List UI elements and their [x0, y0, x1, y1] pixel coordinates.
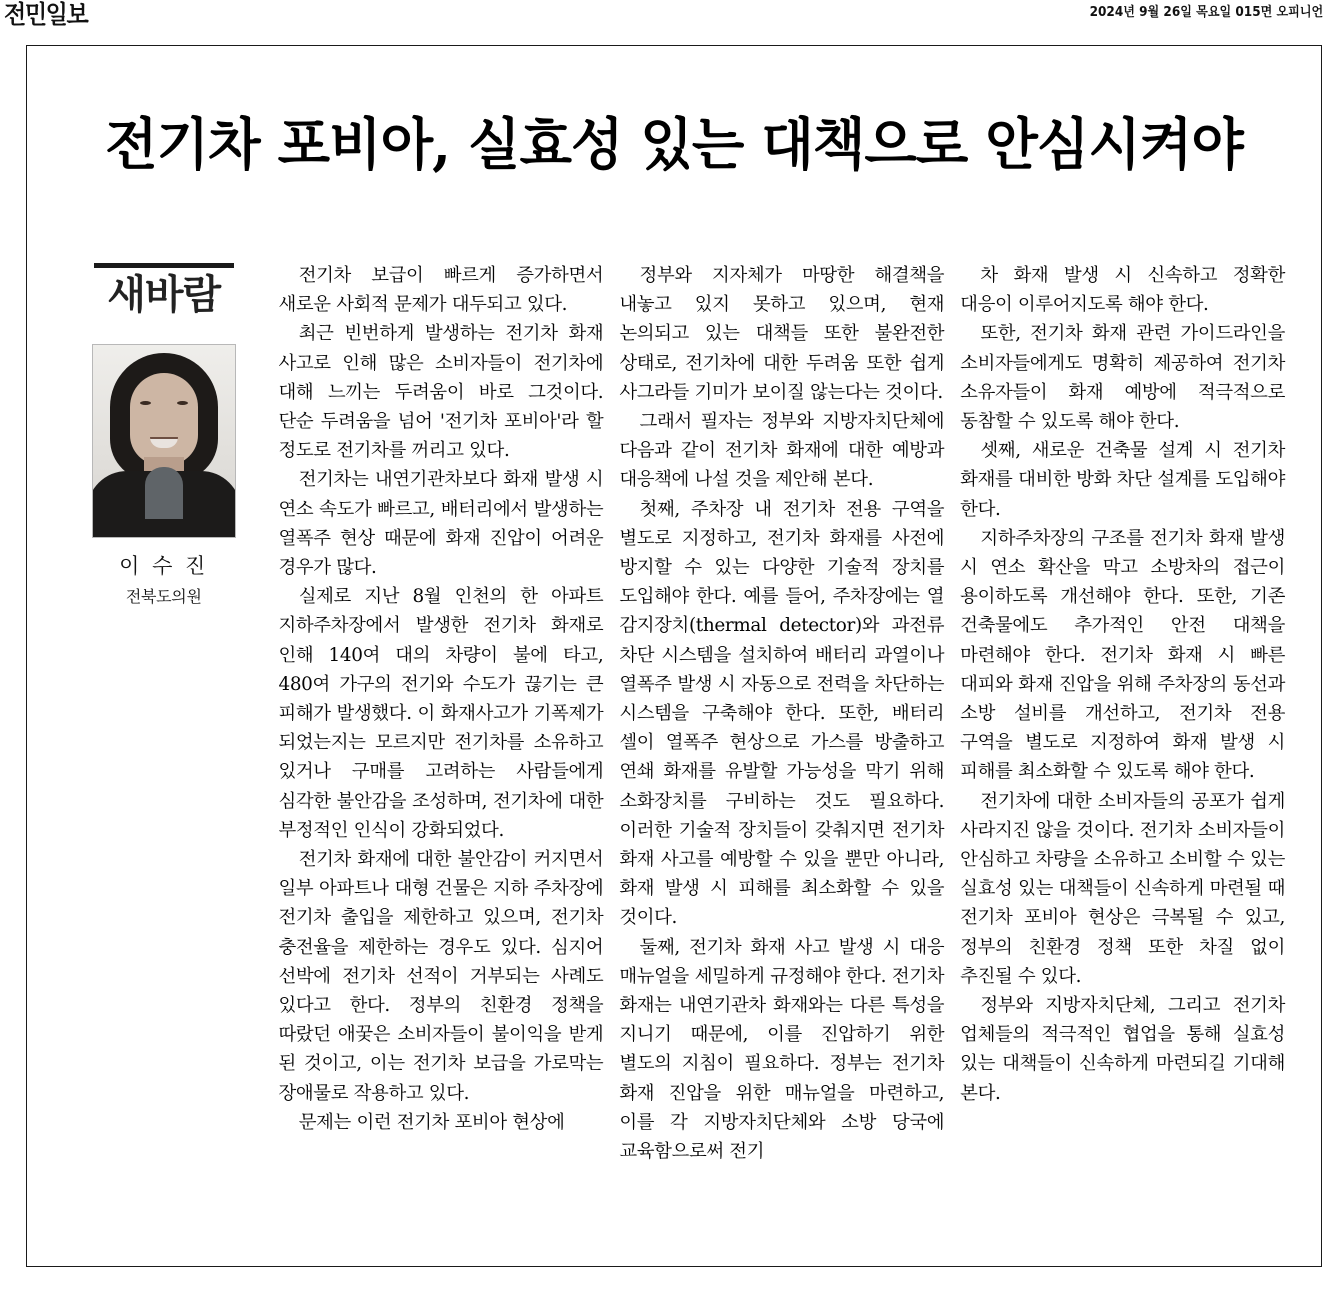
page-title: 전기차 포비아, 실효성 있는 대책으로 안심시켜야 — [105, 112, 1243, 178]
text-column-2 — [619, 261, 944, 1231]
column-brand-block — [65, 261, 262, 1231]
paragraph: 전기차는 내연기관차보다 화재 발생 시 연소 속도가 빠르고, 배터리에서 발생하는 열폭주 현상 때문에 화재 진압이 어려운 경우가 많다. — [278, 469, 604, 579]
paper-name: 전민일보 — [4, 0, 88, 29]
paragraph: 차 화재 발생 시 신속하고 정확한 대응이 이루어지도록 해야 한다. — [960, 265, 1285, 316]
edition-meta: 2024년 9월 26일 목요일 015면 오피니언 — [1089, 5, 1323, 20]
masthead — [0, 0, 1337, 34]
portrait-eye-left — [140, 401, 151, 405]
column-name: 새바람 — [107, 271, 221, 318]
portrait-jacket — [92, 471, 236, 537]
page-frame — [26, 45, 1322, 1267]
author-photo — [92, 344, 236, 538]
portrait-face — [130, 373, 198, 465]
paragraph: 셋째, 새로운 건축물 설계 시 전기차 화재를 대비한 방화 차단 설계를 도입해야 한다. — [960, 440, 1285, 520]
paragraph: 또한, 전기차 화재 관련 가이드라인을 소비자들에게도 명확히 제공하여 전기차 소유자들이 화재 예방에 적극적으로 동참할 수 있도록 해야 한다. — [960, 323, 1285, 433]
portrait-eye-right — [177, 401, 188, 405]
text-column-3 — [960, 261, 1285, 1231]
paragraph: 둘째, 전기차 화재 사고 발생 시 대응 매뉴얼을 세밀하게 규정해야 한다. 전기차 화재는 내연기관차 화재와는 다른 특성을 지니기 때문에, 이를 진압하기 위한 별도의 지침이 필요하다. 정부는 전기차 화재 진압을 위한 매뉴얼을 마련하고, 이를 각 지방자치단체와 소방 당국에 교육함으로써 전기 — [619, 936, 945, 1163]
paragraph: 정부와 지자체가 마땅한 해결책을 내놓고 있지 못하고 있으며, 현재 논의되고 있는 대책들 또한 불완전한 상태로, 전기차에 대한 두려움 또한 쉽게 사그라들 기미가 보이질 않는다는 것이다. — [619, 265, 945, 403]
paragraph: 지하주차장의 구조를 전기차 화재 발생 시 연소 확산을 막고 소방차의 접근이 용이하도록 개선해야 한다. 또한, 기존 건축물에도 추가적인 안전 대책을 마련해야 한다. 전기차 화재 시 빠른 대피와 화재 진압을 위해 주차장의 동선과 소방 설비를 개선하고, 전기차 전용 구역을 별도로 지정하여 화재 발생 시 피해를 최소화할 수 있도록 해야 한다. — [960, 527, 1285, 783]
author-name: 이 수 진 — [119, 554, 209, 578]
paragraph: 전기차에 대한 소비자들의 공포가 쉽게 사라지진 않을 것이다. 전기차 소비자들이 안심하고 차량을 소유하고 소비할 수 있는 실효성 있는 대책들이 신속하게 마련될 때 전기차 포비아 현상은 극복될 수 있고, 정부의 친환경 정책 또한 차질 없이 추진될 수 있다. — [960, 790, 1285, 987]
paragraph: 실제로 지난 8월 인천의 한 아파트 지하주차장에서 발생한 전기차 화재로 인해 140여 대의 차량이 불에 타고, 480여 가구의 전기와 수도가 끊기는 큰 피해가 발생했다. 이 화재사고가 기폭제가 되었는지는 모르지만 전기차를 소유하고 있거나 구매를 고려하는 사람들에게 심각한 불안감을 조성하며, 전기차에 대한 부정적인 인식이 강화되었다. — [278, 586, 604, 841]
paragraph: 전기차 화재에 대한 불안감이 커지면서 일부 아파트나 대형 건물은 지하 주차장에 전기차 출입을 제한하고 있으며, 전기차 충전율을 제한하는 경우도 있다. 심지어 선박에 전기차 선적이 거부되는 사례도 있다고 한다. 정부의 친환경 정책을 따랐던 애꿎은 소비자들이 불이익을 받게 된 것이고, 이는 전기차 보급을 가로막는 장애물로 작용하고 있다. — [278, 849, 604, 1104]
article-body — [65, 261, 1285, 1231]
paragraph: 문제는 이런 전기차 포비아 현상에 — [298, 1111, 565, 1133]
paragraph: 전기차 보급이 빠르게 증가하면서 새로운 사회적 문제가 대두되고 있다. — [278, 265, 604, 316]
paragraph: 첫째, 주차장 내 전기차 전용 구역을 별도로 지정하고, 전기차 화재를 사전에 방지할 수 있는 다양한 기술적 장치를 도입해야 한다. 예를 들어, 주차장에는 열 감지장치(thermal detector)와 과전류 차단 시스템을 설치하여 배터리 과열이나 열폭주 발생 시 자동으로 전력을 차단하는 시스템을 구축해야 한다. 또한, 배터리 셀이 열폭주 현상으로 가스를 방출하고 연쇄 화재를 유발할 가능성을 막기 위해 소화장치를 구비하는 것도 필요하다. 이러한 기술적 장치들이 갖춰지면 전기차 화재 사고를 예방할 수 있을 뿐만 아니라, 화재 발생 시 피해를 최소화할 수 있을 것이다. — [619, 498, 945, 929]
brand-rule — [94, 263, 234, 268]
paragraph: 그래서 필자는 정부와 지방자치단체에 다음과 같이 전기차 화재에 대한 예방과 대응책에 나설 것을 제안해 본다. — [619, 411, 945, 491]
text-column-1 — [278, 261, 603, 1231]
paragraph: 최근 빈번하게 발생하는 전기차 화재 사고로 인해 많은 소비자들이 전기차에 대해 느끼는 두려움이 바로 그것이다. 단순 두려움을 넘어 '전기차 포비아'라 할 정도로 전기차를 꺼리고 있다. — [278, 323, 604, 462]
paragraph: 정부와 지방자치단체, 그리고 전기차 업체들의 적극적인 협업을 통해 실효성 있는 대책들이 신속하게 마련되길 기대해 본다. — [960, 995, 1285, 1104]
author-title: 전북도의원 — [125, 587, 202, 606]
